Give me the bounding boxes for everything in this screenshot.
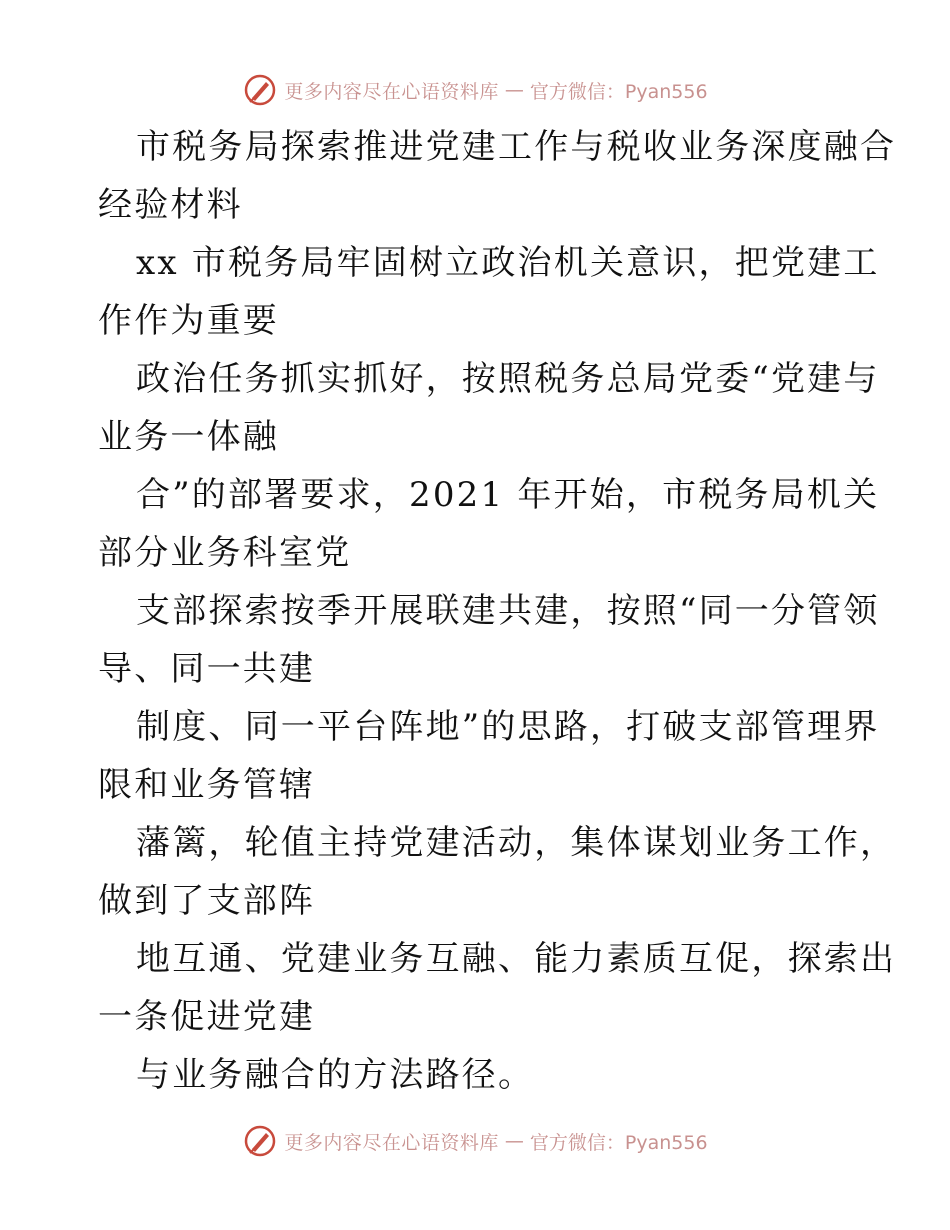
doc-line: 经验材料 xyxy=(98,185,243,225)
doc-line: 政治任务抓实抓好，按照税务总局党委“党建与 xyxy=(136,359,880,399)
banner-separator: — xyxy=(504,1130,524,1152)
banner-main-text: 更多内容尽在心语资料库 xyxy=(284,1131,499,1154)
document-body xyxy=(98,118,897,1104)
doc-line: 市税务局探索推进党建工作与税收业务深度融合 xyxy=(136,127,897,167)
quill-pen-logo-icon xyxy=(242,72,278,108)
quill-pen-logo-icon xyxy=(242,1123,278,1159)
doc-line: 做到了支部阵 xyxy=(98,881,316,921)
banner-official-text: 官方微信：Pyan556 xyxy=(529,80,708,103)
doc-line: 限和业务管辖 xyxy=(98,765,316,805)
doc-line: 作作为重要 xyxy=(98,301,279,341)
doc-line: 地互通、党建业务互融、能力素质互促，探索出 xyxy=(136,939,897,979)
doc-line: 合”的部署要求，2021 年开始，市税务局机关 xyxy=(136,475,880,515)
doc-line: 一条促进党建 xyxy=(98,997,316,1037)
doc-line: 支部探索按季开展联建共建，按照“同一分管领 xyxy=(136,591,880,631)
banner-main-text: 更多内容尽在心语资料库 xyxy=(284,80,499,103)
doc-line: xx 市税务局牢固树立政治机关意识，把党建工 xyxy=(136,243,880,283)
header-banner xyxy=(0,70,950,110)
doc-line: 藩篱，轮值主持党建活动，集体谋划业务工作， xyxy=(136,823,897,863)
footer-banner xyxy=(0,1121,950,1161)
doc-line: 部分业务科室党 xyxy=(98,533,352,573)
doc-line: 制度、同一平台阵地”的思路，打破支部管理界 xyxy=(136,707,880,747)
banner-official-text: 官方微信：Pyan556 xyxy=(529,1131,708,1154)
doc-line: 业务一体融 xyxy=(98,417,279,457)
banner-separator: — xyxy=(504,79,524,101)
doc-line: 导、同一共建 xyxy=(98,649,316,689)
doc-line: 与业务融合的方法路径。 xyxy=(136,1055,535,1095)
